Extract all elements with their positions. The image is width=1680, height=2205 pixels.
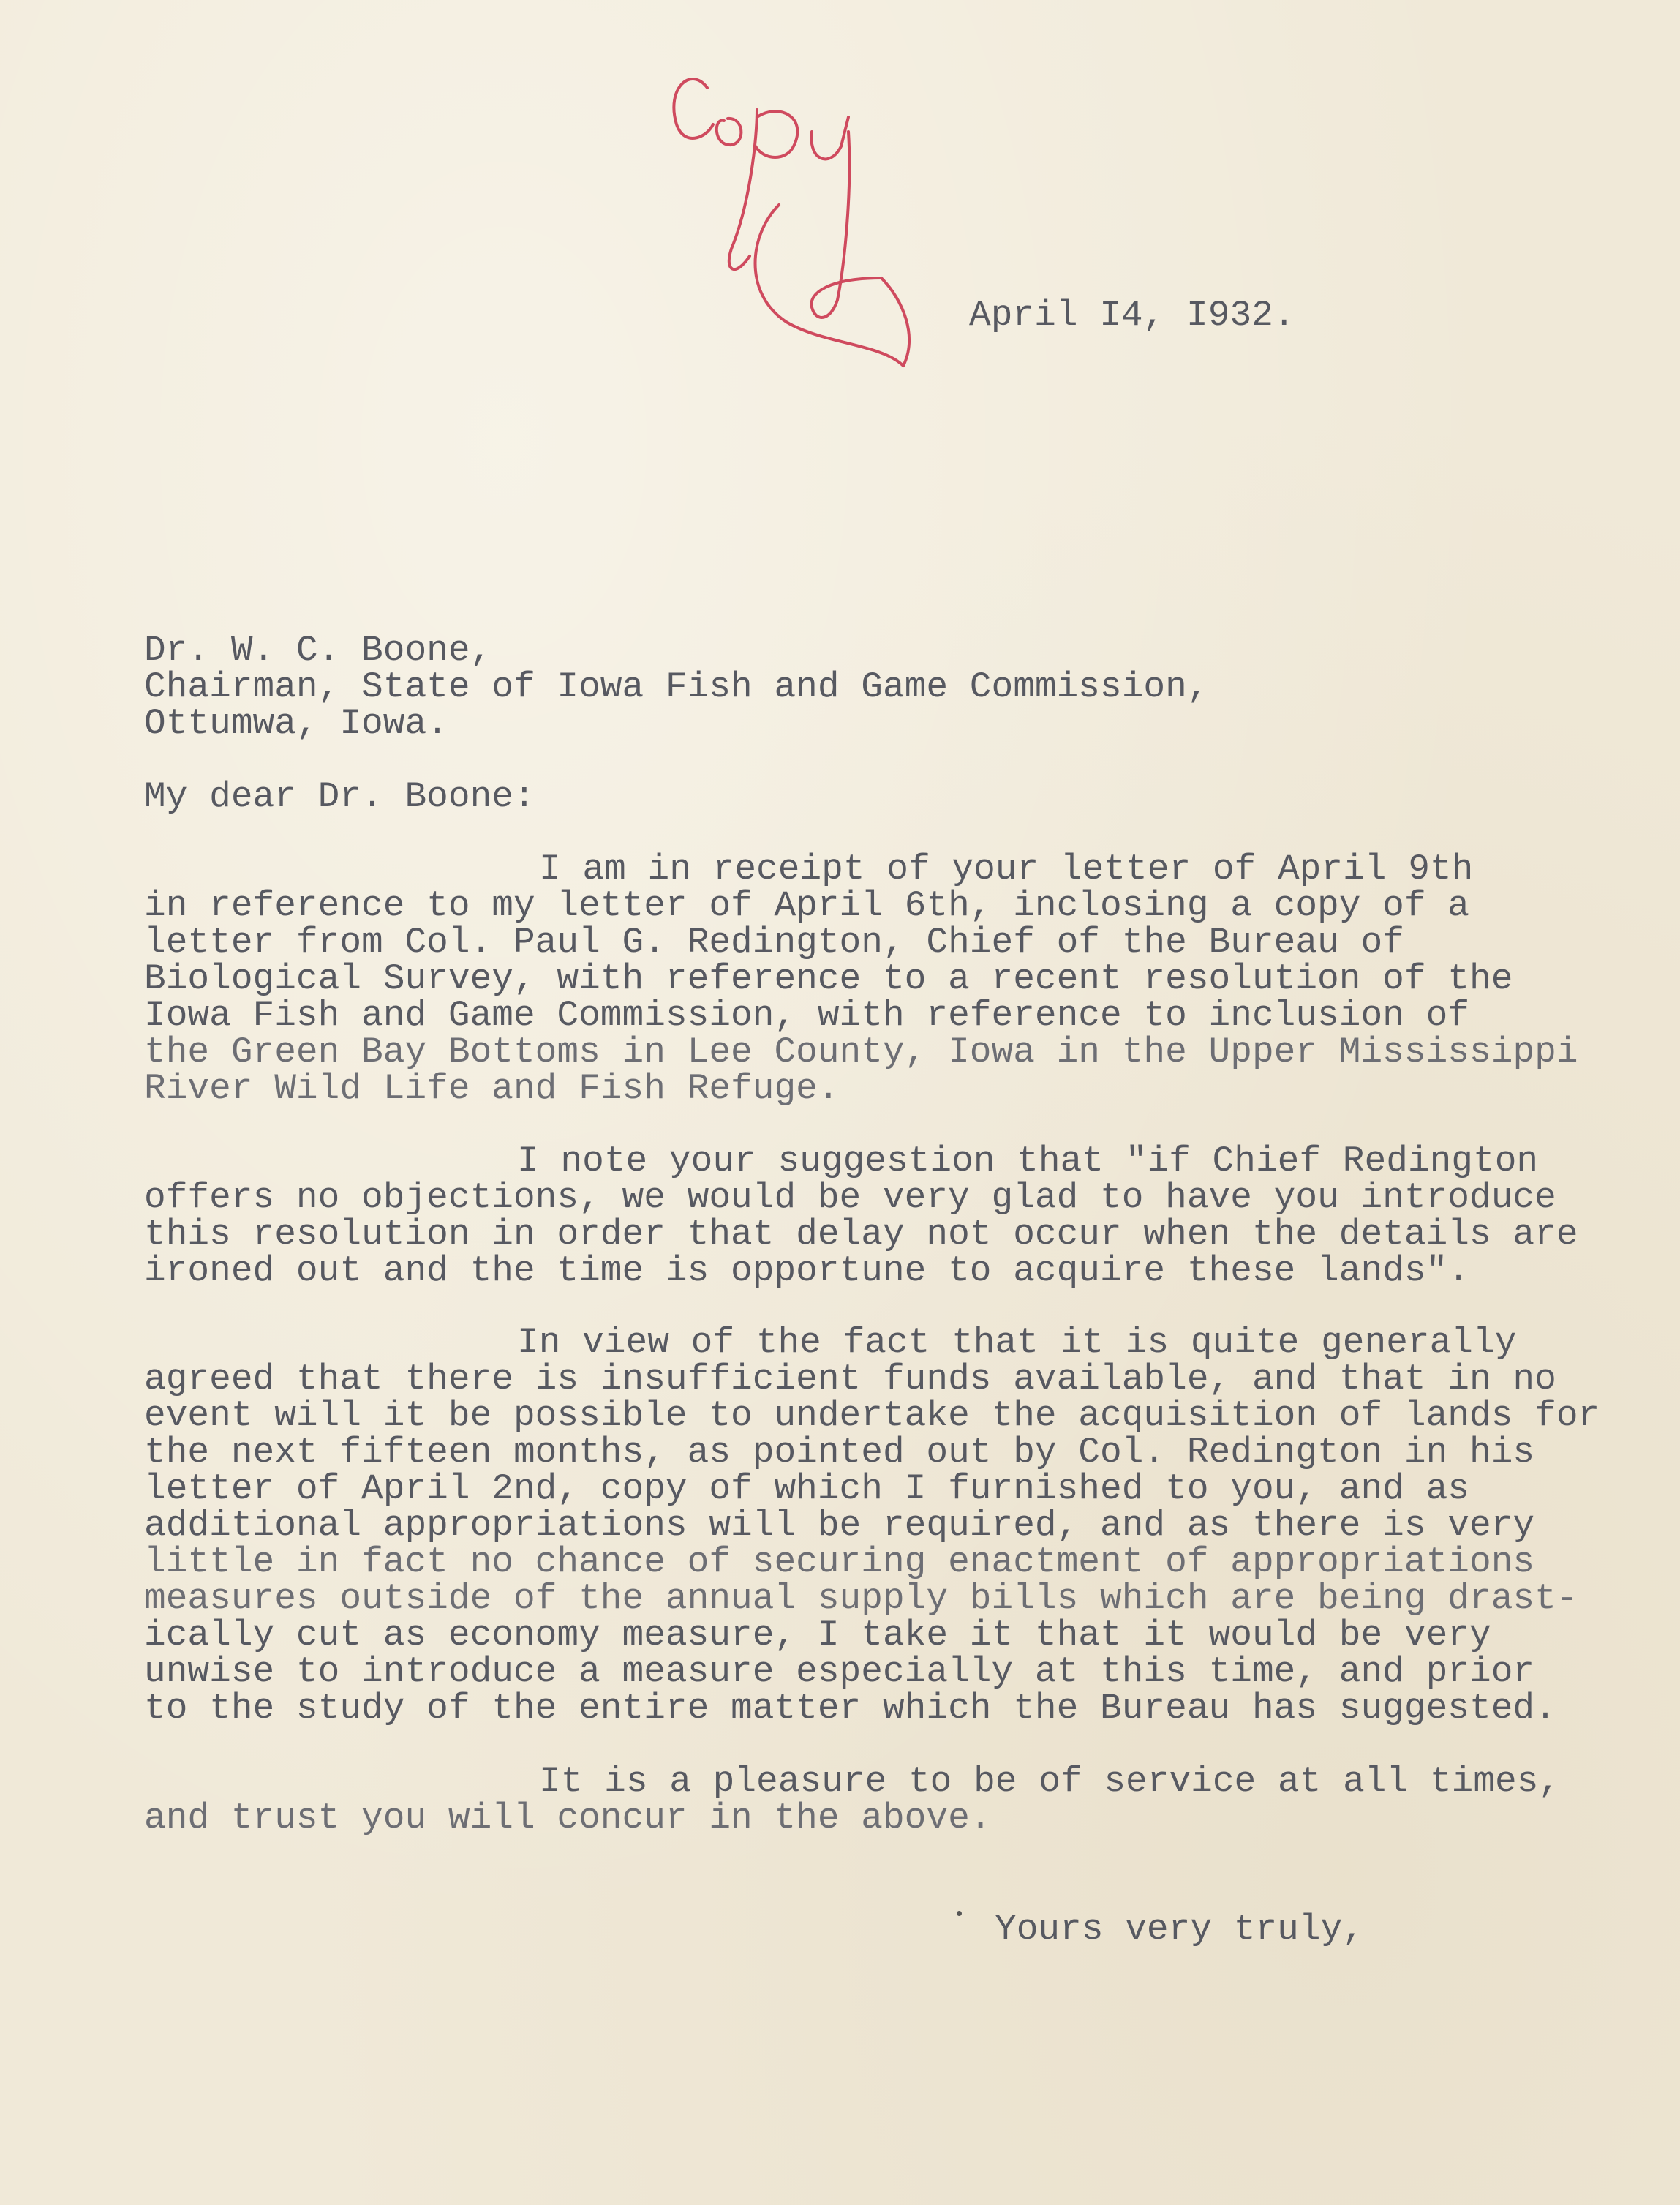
paragraph-4-line: It is a pleasure to be of service at all times, bbox=[539, 1761, 1561, 1802]
paragraph-2-line: ironed out and the time is opportune to acquire these lands". bbox=[144, 1250, 1469, 1291]
paragraph-2-line: offers no objections, we would be very glad to have you introduce bbox=[144, 1177, 1556, 1218]
paragraph-1-line: letter from Col. Paul G. Redington, Chief of the Bureau of bbox=[144, 922, 1404, 963]
paragraph-2-line: I note your suggestion that "if Chief Redington bbox=[517, 1141, 1539, 1182]
paragraph-1-line: River Wild Life and Fish Refuge. bbox=[144, 1068, 840, 1109]
paragraph-3-line: In view of the fact that it is quite generally bbox=[517, 1322, 1517, 1363]
paragraph-3-line: measures outside of the annual supply bills which are being drast- bbox=[144, 1578, 1578, 1619]
paragraph-3-line: unwise to introduce a measure especially at this time, and prior bbox=[144, 1651, 1535, 1692]
paragraph-3-line: letter of April 2nd, copy of which I furnished to you, and as bbox=[144, 1468, 1469, 1509]
paragraph-3-line: event will it be possible to undertake the acquisition of lands for bbox=[144, 1395, 1600, 1436]
paragraph-1-line: Biological Survey, with reference to a recent resolution of the bbox=[144, 958, 1513, 999]
paragraph-2-line: this resolution in order that delay not occur when the details are bbox=[144, 1214, 1578, 1255]
recipient-title: Chairman, State of Iowa Fish and Game Commission, bbox=[144, 666, 1209, 707]
paragraph-3-line: to the study of the entire matter which the Bureau has suggested. bbox=[144, 1688, 1556, 1729]
paragraph-1-line: I am in receipt of your letter of April 9th bbox=[539, 849, 1474, 890]
salutation: My dear Dr. Boone: bbox=[144, 776, 535, 817]
ink-dot bbox=[957, 1911, 962, 1916]
copy-handwritten-mark bbox=[662, 59, 947, 373]
paragraph-3-line: agreed that there is insufficient funds available, and that in no bbox=[144, 1359, 1556, 1400]
paragraph-3-line: little in fact no chance of securing enactment of appropriations bbox=[144, 1541, 1535, 1582]
paragraph-3-line: ically cut as economy measure, I take it that it would be very bbox=[144, 1615, 1491, 1656]
letter-date: April I4, I932. bbox=[969, 295, 1295, 336]
paragraph-1-line: in reference to my letter of April 6th, inclosing a copy of a bbox=[144, 885, 1469, 926]
recipient-name: Dr. W. C. Boone, bbox=[144, 630, 492, 671]
paragraph-3-line: the next fifteen months, as pointed out by Col. Redington in his bbox=[144, 1432, 1535, 1473]
closing: Yours very truly, bbox=[995, 1909, 1364, 1950]
recipient-location: Ottumwa, Iowa. bbox=[144, 703, 448, 744]
paragraph-4-line: and trust you will concur in the above. bbox=[144, 1798, 992, 1838]
paragraph-1-line: Iowa Fish and Game Commission, with reference to inclusion of bbox=[144, 995, 1469, 1036]
paragraph-1-line: the Green Bay Bottoms in Lee County, Iowa in the Upper Mississippi bbox=[144, 1032, 1578, 1073]
paragraph-3-line: additional appropriations will be required, and as there is very bbox=[144, 1505, 1535, 1546]
